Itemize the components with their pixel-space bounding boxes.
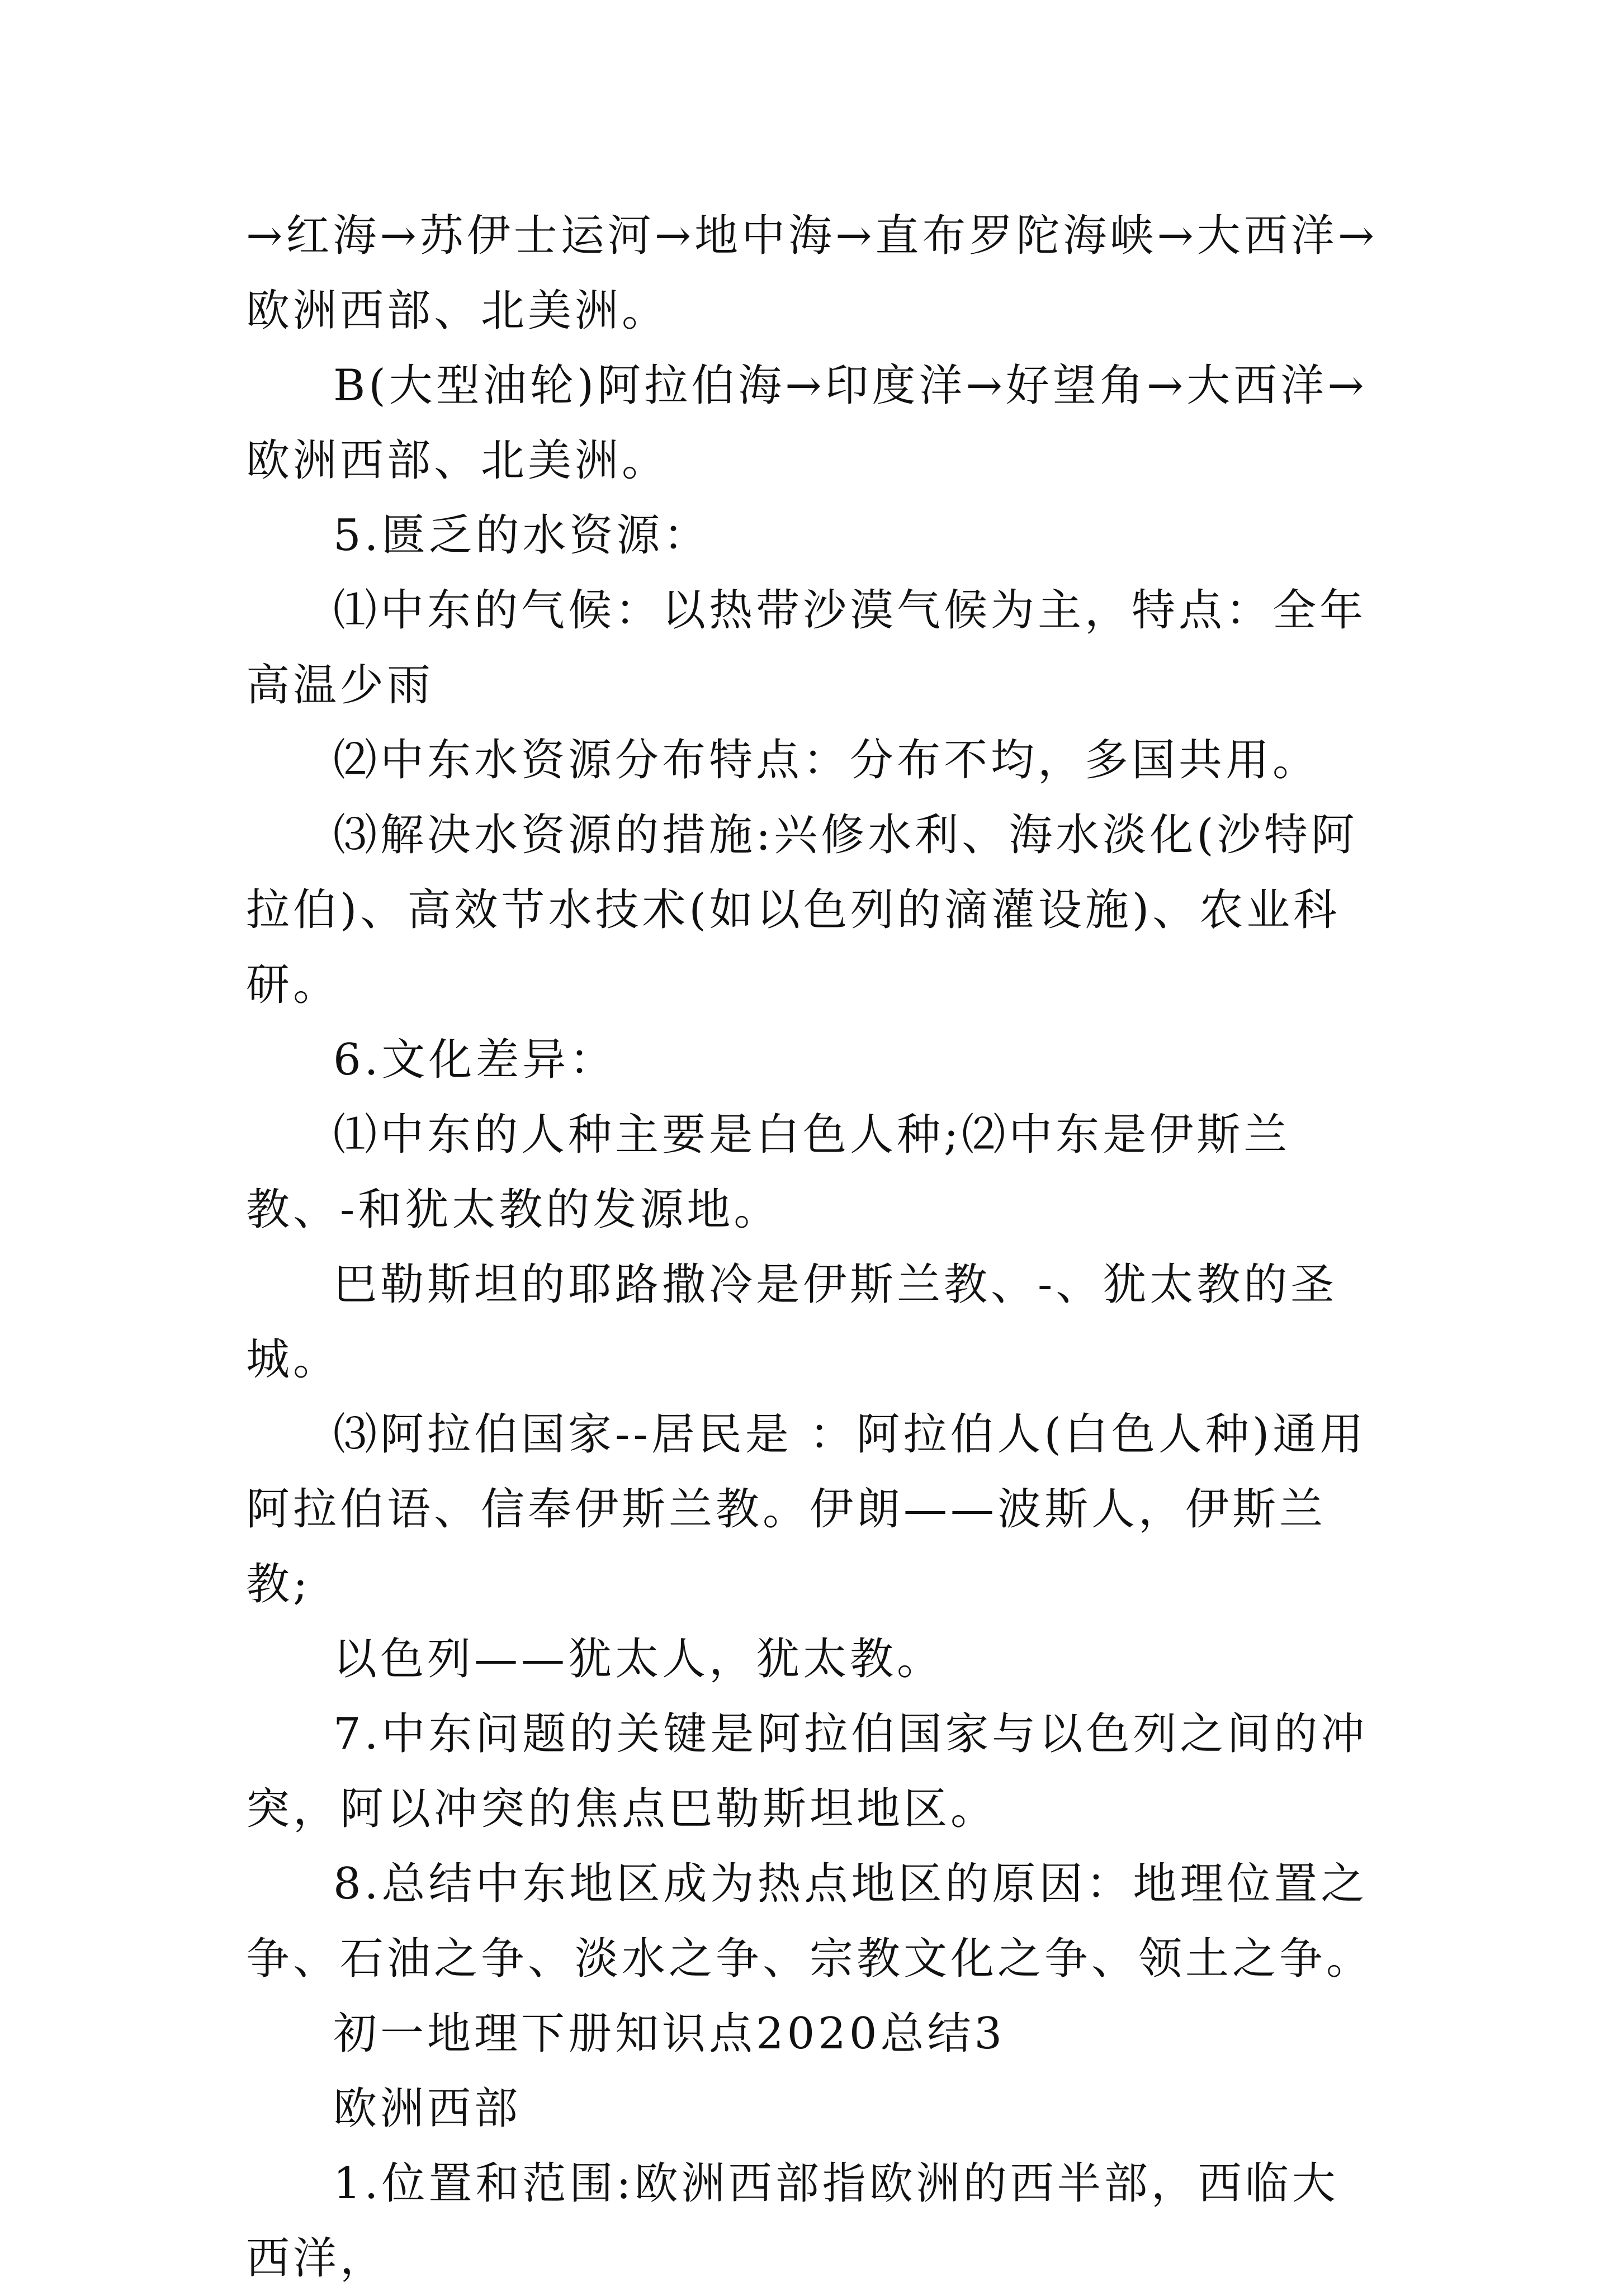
paragraph-climate: ⑴中东的气候：以热带沙漠气候为主，特点：全年高温少雨 <box>246 585 1367 711</box>
paragraph-middle-east-conflict: 7.中东问题的关键是阿拉伯国家与以色列之间的冲突，阿以冲突的焦点巴勒斯坦地区。 <box>246 1709 1368 1834</box>
section-title: 初一地理下册知识点2020总结3 <box>333 2009 1006 2059</box>
document-body <box>246 198 1381 2296</box>
paragraph-water-measures: ⑶解决水资源的措施:兴修水利、海水淡化(沙特阿拉伯)、高效节水技术(如以色列的滴灌设施)、农业科研。 <box>246 810 1358 1010</box>
paragraph-jerusalem: 巴勒斯坦的耶路撒冷是伊斯兰教、-、犹太教的圣城。 <box>246 1260 1338 1385</box>
paragraph-route-b: B(大型油轮)阿拉伯海→印度洋→好望角→大西洋→欧洲西部、北美洲。 <box>246 361 1368 486</box>
paragraph-hotspot-reasons: 8.总结中东地区成为热点地区的原因：地理位置之争、石油之争、淡水之争、宗教文化之争、领土之争。 <box>246 1859 1374 1984</box>
paragraph-heading-water-resources: 5.匮乏的水资源： <box>333 510 711 561</box>
paragraph-israel: 以色列——犹太人，犹太教。 <box>333 1634 944 1684</box>
section-subtitle: 欧洲西部 <box>333 2084 522 2134</box>
paragraph-route-a-continued: →红海→苏伊士运河→地中海→直布罗陀海峡→大西洋→欧洲西部、北美洲。 <box>246 211 1378 336</box>
paragraph-heading-culture: 6.文化差异： <box>333 1035 617 1085</box>
paragraph-arab-countries: ⑶阿拉伯国家--居民是 ：阿拉伯人(白色人种)通用阿拉伯语、信奉伊斯兰教。伊朗——波斯人，伊斯兰教; <box>246 1409 1367 1609</box>
paragraph-race-religion: ⑴中东的人种主要是白色人种;⑵中东是伊斯兰教、-和犹太教的发源地。 <box>246 1110 1291 1235</box>
paragraph-location-scope: 1.位置和范围:欧洲西部指欧洲的西半部，西临大西洋， <box>246 2158 1339 2284</box>
paragraph-water-distribution: ⑵中东水资源分布特点：分布不均，多国共用。 <box>333 735 1320 785</box>
